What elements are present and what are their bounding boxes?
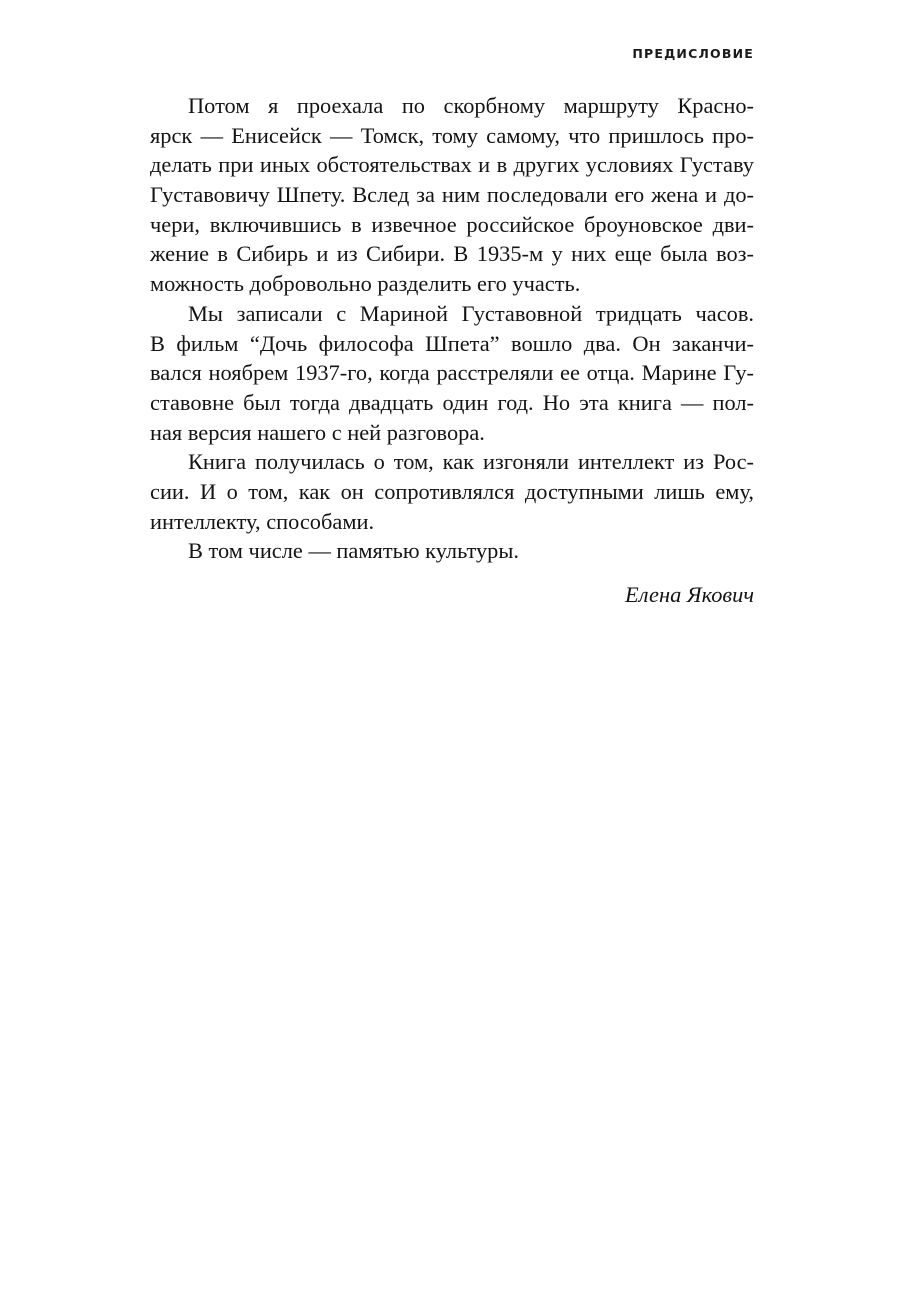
running-header: ПРЕДИСЛОВИЕ bbox=[632, 46, 754, 61]
paragraph-3-line-3: интеллекту, способами. bbox=[150, 508, 375, 534]
paragraph-3-line-2: сии. И о том, как он сопротивлялся доступными лишь ему, bbox=[150, 478, 754, 504]
paragraph-1-line-3: делать при иных обстоятельствах и в других условиях Густаву bbox=[150, 152, 754, 178]
paragraph-2-line-5: ная версия нашего с ней разговора. bbox=[150, 419, 485, 445]
paragraph-1-line-7: можность добровольно разделить его участь. bbox=[150, 271, 581, 297]
paragraph-1-line-4: Густавовичу Шпету. Вслед за ним последовали его жена и до- bbox=[150, 182, 754, 208]
paragraph-3-line-1: Книга получилась о том, как изгоняли интеллект из Рос- bbox=[188, 449, 754, 475]
paragraph-2-line-3: вался ноябрем 1937-го, когда расстреляли ее отца. Марине Гу- bbox=[150, 360, 754, 386]
paragraph-2-line-1: Мы записали с Мариной Густавовной тридцать часов. bbox=[188, 300, 754, 326]
paragraph-2-line-2: В фильм “Дочь философа Шпета” вошло два. Он заканчи- bbox=[150, 330, 754, 356]
preface-body bbox=[150, 91, 754, 566]
paragraph-1-line-6: жение в Сибирь и из Сибири. В 1935-м у них еще была воз- bbox=[150, 241, 754, 267]
paragraph-1-line-1: Потом я проехала по скорбному маршруту Красно- bbox=[188, 93, 754, 118]
paragraph-1-line-5: чери, включившись в извечное российское броуновское дви- bbox=[150, 211, 754, 237]
paragraph-4-line-1: В том числе — памятью культуры. bbox=[188, 538, 519, 564]
paragraph-1-line-2: ярск — Енисейск — Томск, тому самому, что пришлось про- bbox=[150, 122, 754, 148]
paragraph-2-line-4: ставовне был тогда двадцать один год. Но эта книга — пол- bbox=[150, 389, 754, 415]
author-signature: Елена Якович bbox=[625, 582, 754, 607]
